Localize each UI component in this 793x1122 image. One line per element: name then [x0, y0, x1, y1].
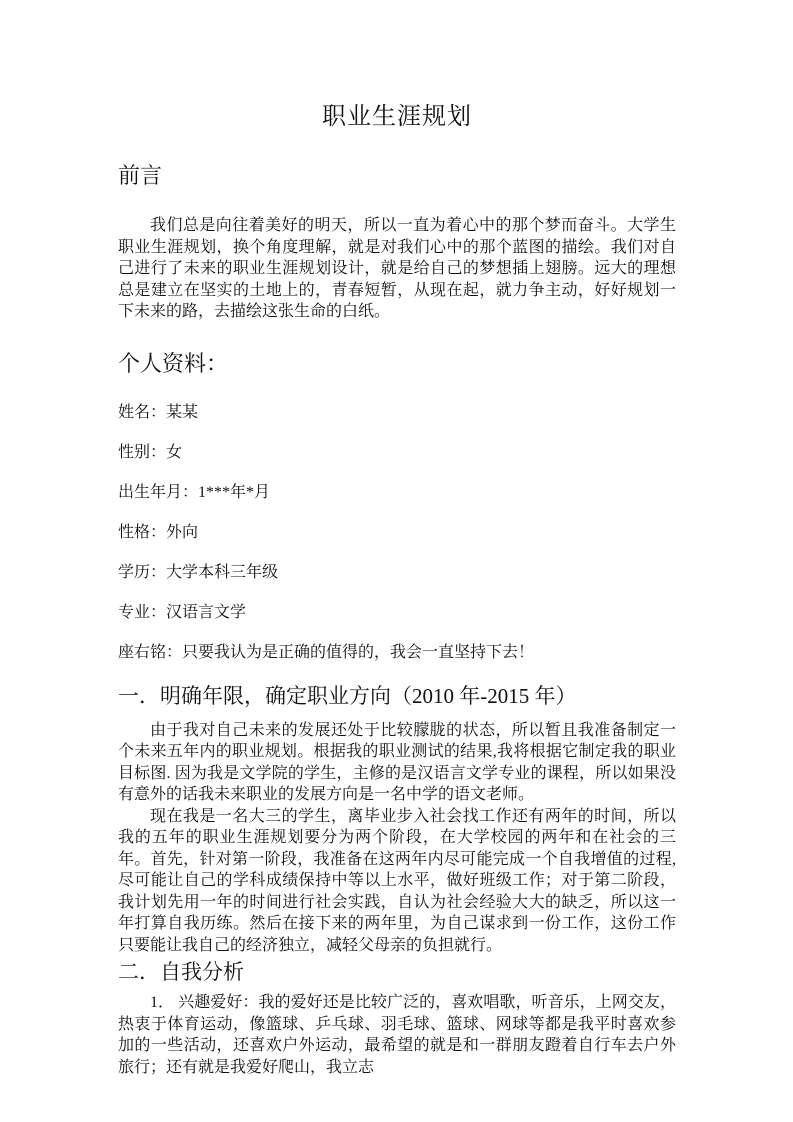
profile-field-personality: 性格：外向	[118, 523, 199, 541]
profile-field-education: 学历：大学本科三年级	[118, 563, 279, 581]
section2-paragraph-1: 1． 兴趣爱好：我的爱好还是比较广泛的，喜欢唱歌，听音乐，上网交友，热衷于体育运动，像篮球、乒乓球、羽毛球、篮球、网球等都是我平时喜欢参加的一些活动，还喜欢户外运动，最希望的就是和一群朋友蹬着自行车去户外旅行；还有就是我爱好爬山，我立志	[118, 994, 676, 1076]
section1-paragraph-1: 由于我对自己未来的发展还处于比较朦胧的状态，所以暂且我准备制定一个未来五年内的职业规划。根据我的职业测试的结果,我将根据它制定我的职业目标图. 因为我是文学院的学生，主修的是汉语言文学专业的课程，所以如果没有意外的话我未来职业的发展方向是一名中学的语文老师。	[118, 721, 676, 803]
document-title: 职业生涯规划	[322, 104, 472, 130]
profile-field-major: 专业：汉语言文学	[118, 603, 247, 621]
preface-heading: 前言	[118, 163, 163, 188]
section1-heading: 一．明确年限，确定职业方向（2010 年-2015 年）	[118, 683, 577, 708]
preface-paragraph: 我们总是向往着美好的明天，所以一直为着心中的那个梦而奋斗。大学生职业生涯规划，换个角度理解，就是对我们心中的那个蓝图的描绘。我们对自己进行了未来的职业生涯规划设计，就是给自己的梦想插上翅膀。远大的理想总是建立在坚实的土地上的，青春短暂，从现在起，就力争主动，好好规划一下未来的路，去描绘这张生命的白纸。	[118, 217, 676, 320]
profile-field-name: 姓名：某某	[118, 403, 199, 421]
document-content	[118, 0, 676, 1078]
section1-paragraph-2: 现在我是一名大三的学生，离毕业步入社会找工作还有两年的时间，所以我的五年的职业生涯规划要分为两个阶段，在大学校园的两年和在社会的三年。首先，针对第一阶段，我准备在这两年内尽可能完成一个自我增值的过程,尽可能让自己的学科成绩保持中等以上水平，做好班级工作；对于第二阶段，我计划先用一年的时间进行社会实践，自认为社会经验大大的缺乏，所以这一年打算自我历练。然后在接下来的两年里，为自己谋求到一份工作，这份工作只要能让我自己的经济独立，减轻父母亲的负担就行。	[118, 807, 676, 954]
profile-field-birthdate: 出生年月：1***年*月	[118, 483, 271, 501]
section2-heading: 二．自我分析	[118, 960, 244, 984]
profile-field-gender: 性别：女	[118, 443, 183, 461]
profile-heading: 个人资料：	[118, 350, 229, 376]
profile-field-motto: 座右铭：只要我认为是正确的值得的，我会一直坚持下去！	[118, 643, 535, 661]
